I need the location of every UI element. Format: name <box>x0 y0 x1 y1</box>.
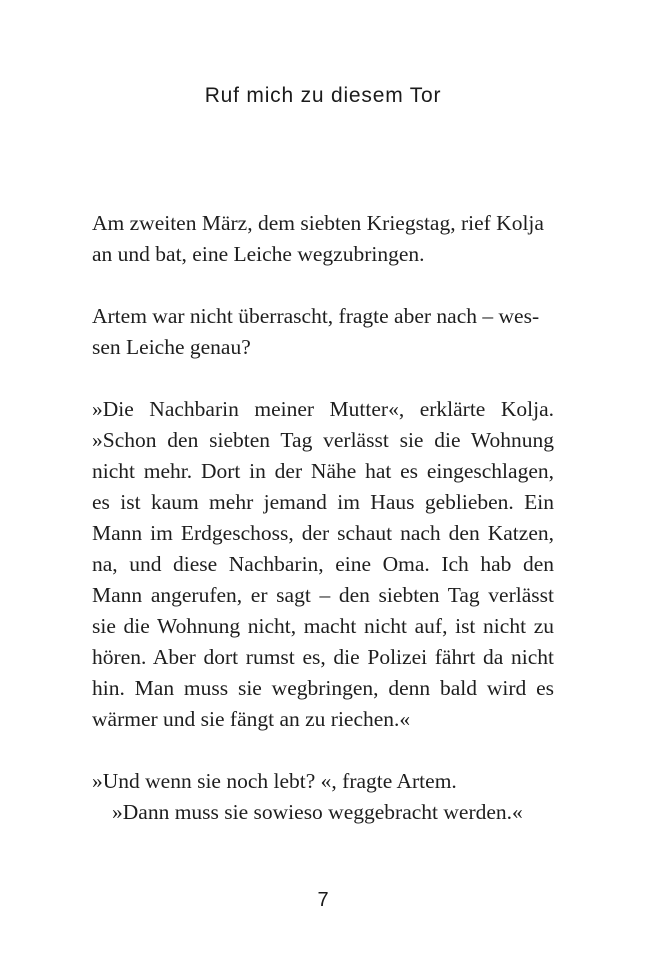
text-line: wärmer und sie fängt an zu riechen.« <box>92 707 411 731</box>
text-line: es ist kaum mehr jemand im Haus geblieben. Ein <box>92 490 554 514</box>
text-line: na, und diese Nachbarin, eine Oma. Ich hab den <box>92 552 554 576</box>
page-number: 7 <box>317 889 329 911</box>
text-line: hin. Man muss sie wegbringen, denn bald wird es <box>92 676 554 700</box>
paragraph <box>92 301 554 363</box>
text-line: nicht mehr. Dort in der Nähe hat es eingeschlagen, <box>92 459 554 483</box>
text-line: sie die Wohnung nicht, macht nicht auf, ist nicht zu <box>92 614 554 638</box>
text-line: Am zweiten März, dem siebten Kriegstag, rief Kolja <box>92 211 544 235</box>
text-line: »Dann muss sie sowieso weggebracht werden.« <box>112 800 523 824</box>
text-line: an und bat, eine Leiche wegzubringen. <box>92 242 425 266</box>
text-line: »Schon den siebten Tag verlässt sie die Wohnung <box>92 428 554 452</box>
text-line: hören. Aber dort rumst es, die Polizei fährt da nicht <box>92 645 554 669</box>
text-line: »Die Nachbarin meiner Mutter«, erklärte Kolja. <box>92 397 554 421</box>
text-column <box>92 208 554 828</box>
text-line: Artem war nicht überrascht, fragte aber nach – wes- <box>92 304 540 328</box>
paragraph <box>92 766 554 828</box>
text-line: Mann im Erdgeschoss, der schaut nach den Katzen, <box>92 521 554 545</box>
paragraph <box>92 208 554 270</box>
text-line: sen Leiche genau? <box>92 335 251 359</box>
text-line: »Und wenn sie noch lebt? «, fragte Artem. <box>92 769 457 793</box>
text-line: Mann angerufen, er sagt – den siebten Tag verlässt <box>92 583 554 607</box>
paragraph <box>92 394 554 735</box>
chapter-title: Ruf mich zu diesem Tor <box>204 84 442 107</box>
